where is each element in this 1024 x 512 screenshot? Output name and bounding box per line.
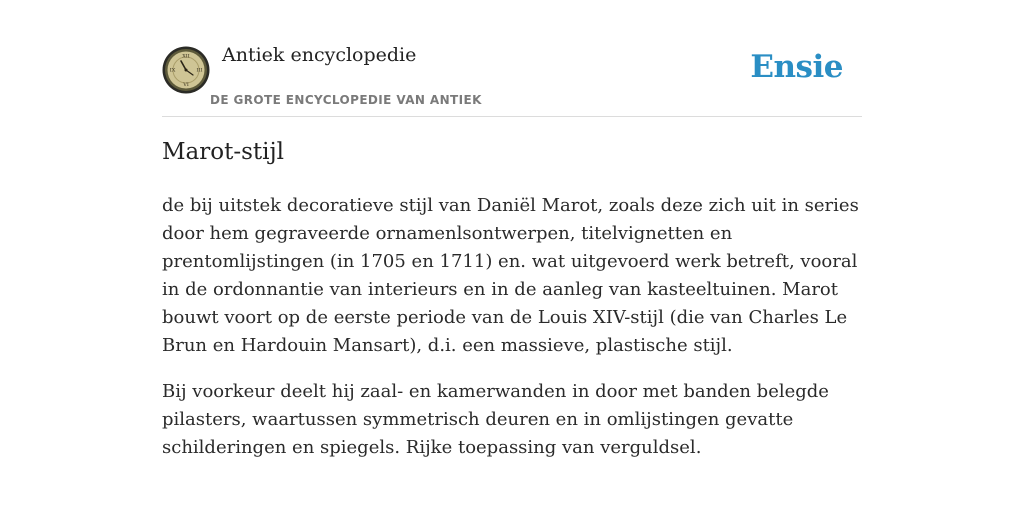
svg-text:XII: XII [182,53,190,60]
svg-text:IX: IX [169,67,176,74]
site-header [162,0,862,117]
clock-icon[interactable] [162,46,210,94]
article-title: Marot-stijl [162,139,285,165]
article-paragraph: de bij uitstek decoratieve stijl van Daniël Marot, zoals deze zich uit in series door hem gegraveerde ornamenlsontwerpen, titelvignetten en prentomlijstingen (in 1705 en 1711) en. wat uitgevoerd werk betreft, vooral in de ordonnantie van interieurs en in de aanleg van kasteeltuinen. Marot bouwt voort op de eerste periode van de Louis XIV-stijl (die van Charles Le Brun en Hardouin Mansart), d.i. een massieve, plastische stijl. [162,195,859,356]
site-tagline: DE GROTE ENCYCLOPEDIE VAN ANTIEK [210,93,482,107]
svg-text:III: III [196,67,203,74]
svg-text:VI: VI [183,82,189,88]
page-container [162,0,862,512]
article-paragraph: Bij voorkeur deelt hij zaal- en kamerwanden in door met banden belegde pilasters, waartussen symmetrisch deuren en in omlijstingen gevatte schilderingen en spiegels. Rijke toepassing van verguldsel. [162,381,829,458]
site-name[interactable]: Antiek encyclopedie [222,44,417,66]
ensie-brand-link[interactable]: Ensie [750,49,843,85]
article-body [162,192,862,480]
